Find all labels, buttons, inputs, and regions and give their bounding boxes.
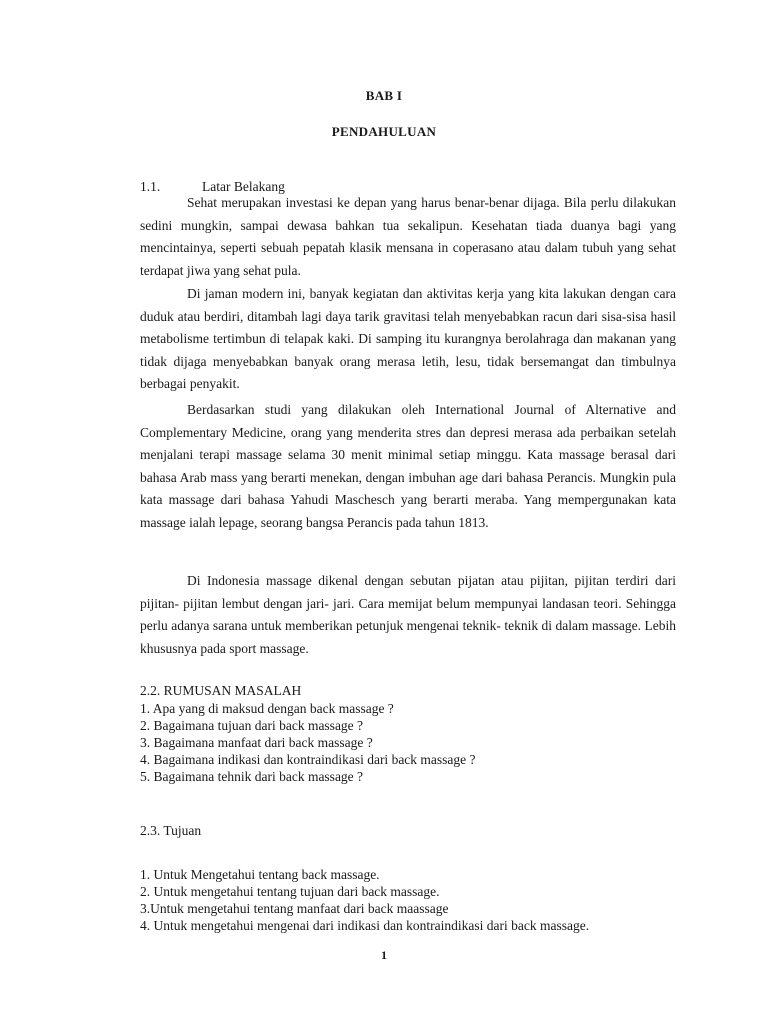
list-item: 4. Untuk mengetahui mengenai dari indikasi dan kontraindikasi dari back massage. [140,918,590,933]
paragraph [140,192,676,282]
paragraph [140,283,676,396]
list-item: 4. Bagaimana indikasi dan kontraindikasi dari back massage ? [140,752,476,767]
chapter-title: PENDAHULUAN [331,124,437,139]
paragraph-text: Sehat merupakan investasi ke depan yang harus benar-benar dijaga. Bila perlu dilakukan sedini mungkin, sampai dewasa bahkan tua sekalipun. Kesehatan tiada duanya bagi yang mencintainya, seperti sebuah pepatah klasik mensana in coperasano atau dalam tubuh yang sehat terdapat jiwa yang sehat pula. [140,195,676,278]
objective-list [140,866,589,934]
paragraph [140,570,676,660]
page-number: 1 [381,948,387,962]
paragraph [140,399,676,534]
list-item: 3.Untuk mengetahui tentang manfaat dari back maassage [140,901,449,916]
paragraph-text: Berdasarkan studi yang dilakukan oleh International Journal of Alternative and Complementary Medicine, orang yang menderita stres dan depresi merasa ada perbaikan setelah menjalani terapi massage selama 30 menit minimal setiap minggu. Kata massage berasal dari bahasa Arab mass yang berarti menekan, dengan imbuhan age dari bahasa Perancis. Mungkin pula kata massage dari bahasa Yahudi Maschesch yang berarti meraba. Yang mempergunakan kata massage ialah lepage, seorang bangsa Perancis pada tahun 1813. [140,402,676,530]
list-item: 5. Bagaimana tehnik dari back massage ? [140,769,364,784]
section-number: 1.1. [140,179,161,194]
chapter-number: BAB I [365,88,403,103]
list-item: 3. Bagaimana manfaat dari back massage ? [140,735,373,750]
problem-list [140,700,476,785]
section-heading-tujuan: 2.3. Tujuan [140,823,202,838]
list-item: 1. Untuk Mengetahui tentang back massage. [140,867,380,882]
list-item: 1. Apa yang di maksud dengan back massage ? [140,701,394,716]
section-title: Latar Belakang [202,179,285,194]
list-item: 2. Bagaimana tujuan dari back massage ? [140,718,364,733]
paragraph-text: Di Indonesia massage dikenal dengan sebutan pijatan atau pijitan, pijitan terdiri dari pijitan- pijitan lembut dengan jari- jari. Cara memijat belum mempunyai landasan teori. Sehingga perlu adanya sarana untuk memberikan petunjuk mengenai teknik- teknik di dalam massage. Lebih khususnya pada sport massage. [140,573,676,656]
section-heading-rumusan-masalah: 2.2. RUMUSAN MASALAH [140,683,302,698]
paragraph-text: Di jaman modern ini, banyak kegiatan dan aktivitas kerja yang kita lakukan dengan cara duduk atau berdiri, ditambah lagi daya tarik gravitasi telah menyebabkan racun dari sisa-sisa hasil metabolisme tertimbun di telapak kaki. Di samping itu kurangnya berolahraga dan makanan yang tidak dijaga menyebabkan banyak orang merasa letih, lesu, tidak bersemangat dan timbulnya berbagai penyakit. [140,286,676,391]
list-item: 2. Untuk mengetahui tentang tujuan dari back massage. [140,884,440,899]
